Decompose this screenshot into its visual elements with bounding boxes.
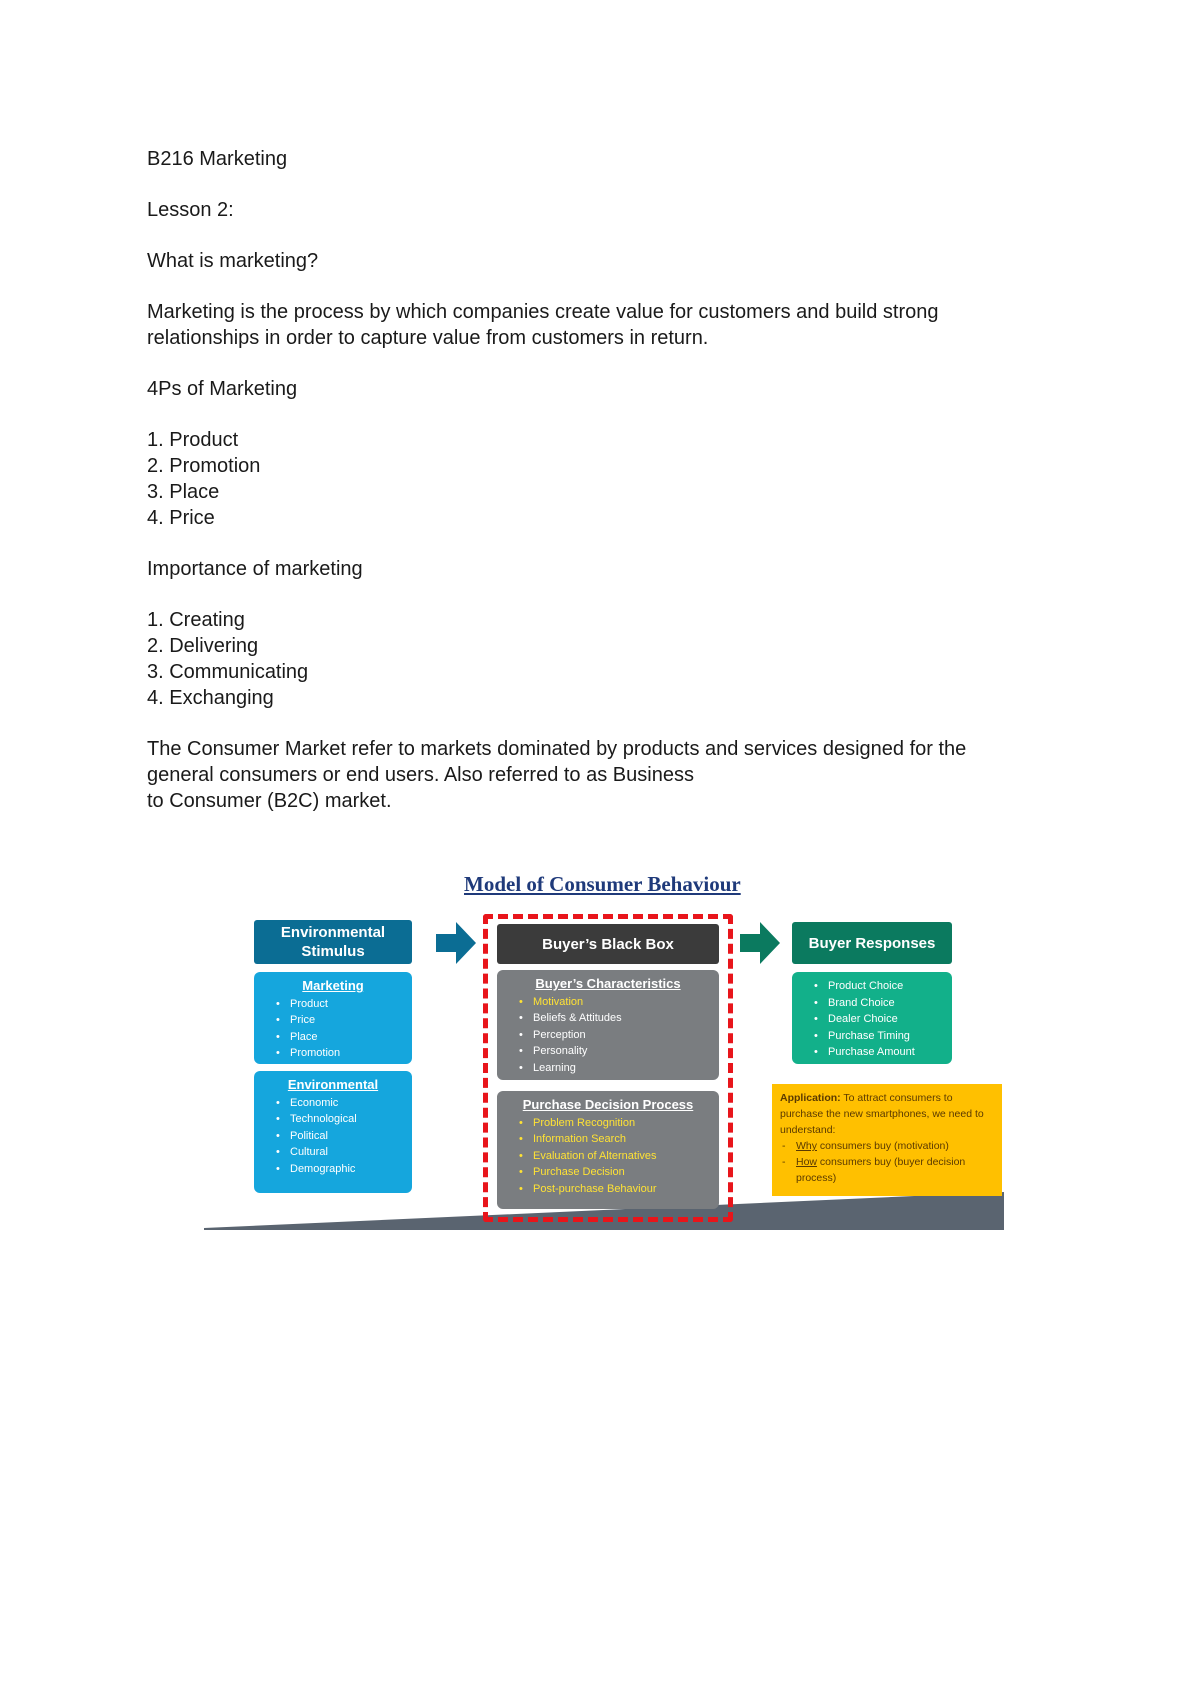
list-item: • Problem Recognition bbox=[533, 1115, 715, 1132]
blackbox-header: Buyer’s Black Box bbox=[497, 924, 719, 964]
list-item: • Learning bbox=[533, 1060, 715, 1077]
list-item: • Personality bbox=[533, 1043, 715, 1060]
lesson-label: Lesson 2: bbox=[147, 199, 234, 221]
importance-heading: Importance of marketing bbox=[147, 558, 363, 580]
list-item: • Product bbox=[290, 996, 408, 1013]
marketing-box bbox=[254, 972, 412, 1064]
marketing-list bbox=[258, 996, 408, 1062]
consumer-line-3: to Consumer (B2C) market. bbox=[147, 790, 392, 812]
list-item: 3. Place bbox=[147, 481, 220, 503]
list-item: • Motivation bbox=[533, 994, 715, 1011]
list-item: • Purchase Timing bbox=[828, 1028, 948, 1045]
marketing-title: Marketing bbox=[302, 978, 364, 993]
how-rest: consumers buy (buyer decision process) bbox=[796, 1156, 966, 1184]
consumer-line-2: general consumers or end users. Also referred to as Business bbox=[147, 764, 694, 786]
list-item: 4. Price bbox=[147, 507, 215, 529]
list-item: • Purchase Decision bbox=[533, 1164, 715, 1181]
list-item: 1. Product bbox=[147, 429, 239, 451]
environmental-box bbox=[254, 1071, 412, 1193]
why-rest: consumers buy (motivation) bbox=[817, 1140, 949, 1152]
list-item: • Place bbox=[290, 1029, 408, 1046]
decision-title: Purchase Decision Process bbox=[522, 1097, 694, 1112]
course-title: B216 Marketing bbox=[147, 148, 288, 170]
fourps-heading: 4Ps of Marketing bbox=[147, 378, 298, 400]
consumer-line-1: The Consumer Market refer to markets dominated by products and services designed for the bbox=[147, 738, 967, 760]
list-item: 2. Promotion bbox=[147, 455, 261, 477]
arrow-right-icon bbox=[740, 922, 780, 964]
list-item: • Evaluation of Alternatives bbox=[533, 1148, 715, 1165]
characteristics-title: Buyer’s Characteristics bbox=[535, 976, 681, 991]
environmental-list bbox=[258, 1095, 408, 1178]
application-note bbox=[772, 1084, 1002, 1196]
document-body bbox=[147, 146, 1087, 814]
definition-line-1: Marketing is the process by which companies create value for customers and build strong bbox=[147, 301, 939, 323]
responses-header: Buyer Responses bbox=[792, 922, 952, 964]
list-item: • Product Choice bbox=[828, 978, 948, 995]
diagram-title: Model of Consumer Behaviour bbox=[464, 872, 741, 896]
list-item: • Demographic bbox=[290, 1161, 408, 1178]
how-word: How bbox=[796, 1156, 818, 1168]
fourps-list bbox=[147, 427, 1087, 531]
list-item: 1. Creating bbox=[147, 609, 245, 631]
application-text: To attract consumers to purchase the new smartphones, we need to understand: bbox=[780, 1092, 984, 1136]
list-item: • Beliefs & Attitudes bbox=[533, 1010, 715, 1027]
list-item: • Post-purchase Behaviour bbox=[533, 1181, 715, 1198]
list-item: • Promotion bbox=[290, 1045, 408, 1062]
list-item: • Economic bbox=[290, 1095, 408, 1112]
list-item: • Perception bbox=[533, 1027, 715, 1044]
responses-box bbox=[792, 972, 952, 1064]
why-word: Why bbox=[796, 1140, 817, 1152]
list-item: • Dealer Choice bbox=[828, 1011, 948, 1028]
highlight-dashed-frame bbox=[483, 914, 733, 1222]
application-how-line bbox=[780, 1154, 994, 1186]
list-item: • Technological bbox=[290, 1111, 408, 1128]
application-why-line bbox=[780, 1138, 994, 1154]
stimulus-header: Environmental Stimulus bbox=[254, 920, 412, 964]
list-item: 3. Communicating bbox=[147, 661, 309, 683]
list-item: • Brand Choice bbox=[828, 995, 948, 1012]
list-item: 4. Exchanging bbox=[147, 687, 274, 709]
definition-line-2: relationships in order to capture value from customers in return. bbox=[147, 327, 709, 349]
list-item: • Purchase Amount bbox=[828, 1044, 948, 1061]
environmental-title: Environmental bbox=[287, 1077, 379, 1092]
arrow-right-icon bbox=[436, 922, 476, 964]
question-heading: What is marketing? bbox=[147, 250, 319, 272]
list-item: • Information Search bbox=[533, 1131, 715, 1148]
list-item: • Political bbox=[290, 1128, 408, 1145]
responses-list bbox=[796, 978, 948, 1061]
importance-list bbox=[147, 607, 1087, 711]
list-item: • Price bbox=[290, 1012, 408, 1029]
consumer-behaviour-diagram bbox=[204, 862, 1004, 1230]
list-item: 2. Delivering bbox=[147, 635, 259, 657]
application-label: Application: bbox=[780, 1092, 841, 1104]
list-item: • Cultural bbox=[290, 1144, 408, 1161]
